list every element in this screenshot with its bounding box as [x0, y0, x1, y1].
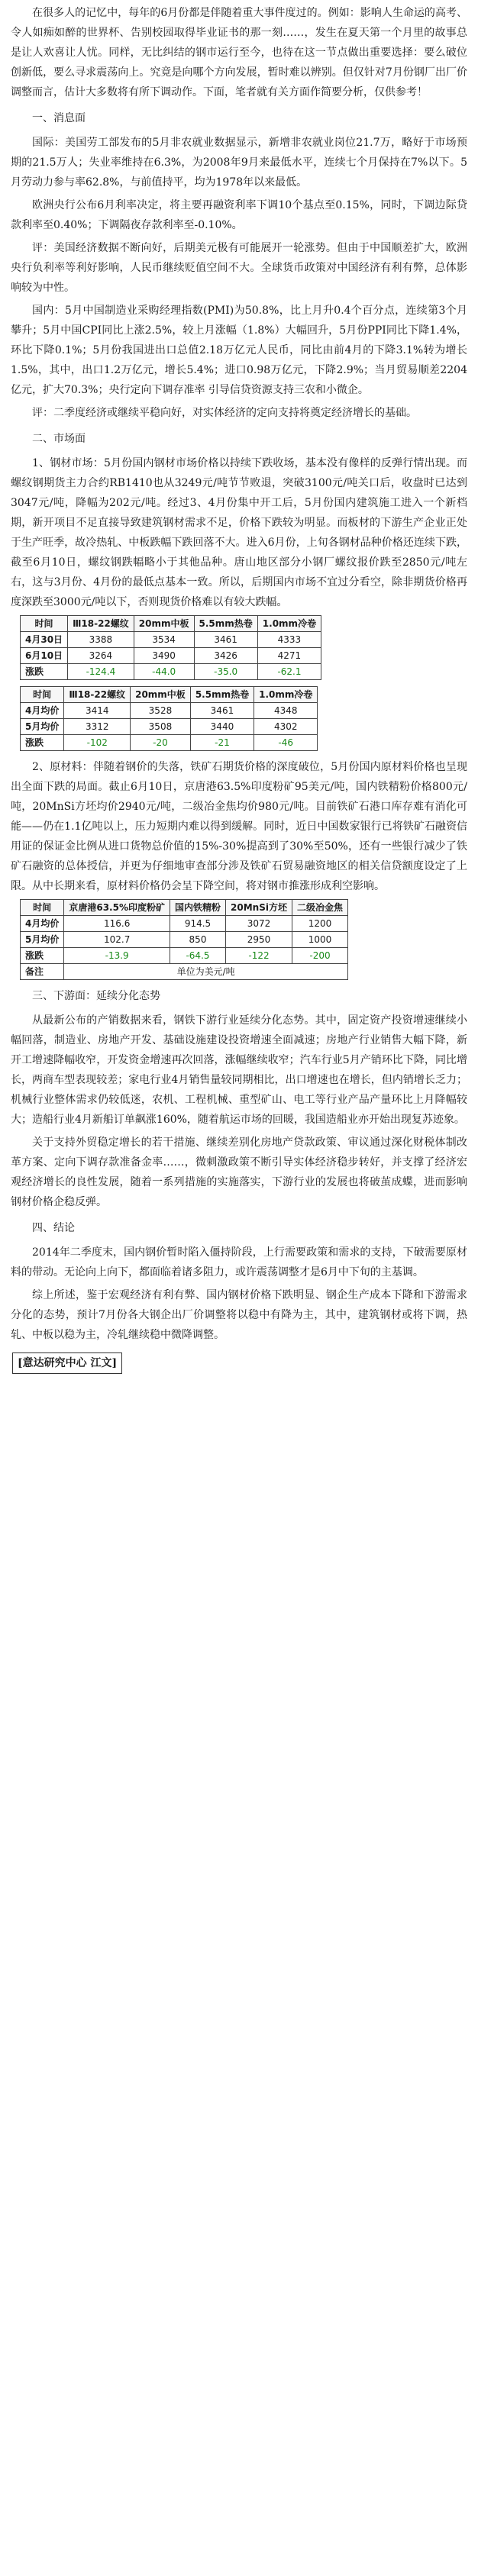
- table-cell: 涨跌: [21, 948, 64, 964]
- table-header-cell: 1.0mm冷卷: [257, 616, 321, 632]
- table-row: [21, 648, 321, 664]
- table-note-row: [21, 964, 348, 980]
- table-cell: 3508: [131, 719, 191, 735]
- section-heading-downstream: 三、下游面：延续分化态势: [32, 990, 160, 1002]
- table-header-cell: 二级冶金焦: [292, 900, 347, 916]
- table-cell: 4333: [257, 632, 321, 648]
- table-cell: 涨跌: [21, 664, 68, 680]
- section-heading-news: 一、消息面: [32, 112, 86, 124]
- table-cell: 4348: [254, 703, 318, 719]
- table-cell: 116.6: [64, 916, 170, 932]
- table-header-cell: 1.0mm冷卷: [254, 687, 318, 703]
- table-cell: 3490: [134, 648, 194, 664]
- section-heading-conclusion: 四、结论: [32, 1222, 75, 1234]
- steel-market-paragraph: 1、钢材市场：5月份国内钢材市场价格以持续下跌收场，基本没有像样的反弹行情出现。而螺纹钢期货主力合约RB1410也从3249元/吨节节败退，突破3100元/吨关口后，收盘时已达到3047元/吨，降幅为202元/吨。经过3、4月份集中开工后，5月份国内建筑施工进入一个新档期，新开项目不足直接导致建筑钢材需求不足，价格下跌较为明显。而板材的下游生产企业正处于生产旺季，故冷热轧、中板跌幅下跌回落不大。进入6月份，上旬各钢材品种价格还连续下跌，截至6月10日，螺纹钢跌幅略小于其他品种。唐山地区部分小钢厂螺纹报价跌至2850元/吨左右，这与3月份、4月份的最低点基本一致。所以，后期国内市场不宜过分看空，除非期货价格再度深跌至3000元/吨以下，否则现货价格难以有较大跌幅。: [11, 457, 467, 608]
- table-cell: 3461: [190, 703, 254, 719]
- table-header-cell: 时间: [21, 616, 68, 632]
- table-cell: 4月均价: [21, 703, 64, 719]
- table-header-row: [21, 900, 348, 916]
- news-domestic: 国内：5月中国制造业采购经理指数(PMI)为50.8%，比上月升0.4个百分点，连续第3个月攀升；5月中国CPI同比上涨2.5%，较上月涨幅（1.8%）大幅回升，5月份PPI同比下降1.4%，环比下降0.1%；5月份我国进出口总值2.18万亿元人民币，同比由前4月的下降3.1%转为增长1.5%，其中，出口1.2万亿元，增长5.4%；进口0.98万亿元，下降2.9%；当月贸易顺差2204亿元，扩大70.3%；央行定向下调存准率 引导信贷资源支持三农和小微企。: [11, 305, 467, 396]
- table-cell: 3461: [194, 632, 257, 648]
- table-cell: 3534: [134, 632, 194, 648]
- table-cell: -13.9: [64, 948, 170, 964]
- table-cell: 914.5: [170, 916, 226, 932]
- table-header-cell: 5.5mm热卷: [194, 616, 257, 632]
- table-header-row: [21, 687, 318, 703]
- table-row: [21, 916, 348, 932]
- table-header-cell: Ⅲ18-22螺纹: [68, 616, 134, 632]
- table-cell: 3312: [64, 719, 131, 735]
- section-heading-market: 二、市场面: [32, 433, 86, 445]
- table-cell: -21: [190, 735, 254, 751]
- table-cell: 102.7: [64, 932, 170, 948]
- table-cell: 涨跌: [21, 735, 64, 751]
- table-cell: 3426: [194, 648, 257, 664]
- table-header-cell: 时间: [21, 900, 64, 916]
- table-header-cell: 时间: [21, 687, 64, 703]
- table-cell: -62.1: [257, 664, 321, 680]
- table-note: 单位为美元/吨: [64, 964, 348, 980]
- table-cell: -46: [254, 735, 318, 751]
- table-cell: -102: [64, 735, 131, 751]
- news-comment-international: 评：美国经济数据不断向好，后期美元极有可能展开一轮涨势。但由于中国顺差扩大，欧洲央行负利率等利好影响，人民币继续贬值空间不大。全球货币政策对中国经济有利有弊，总体影响较为中性。: [11, 242, 467, 294]
- table-header-cell: Ⅲ18-22螺纹: [64, 687, 131, 703]
- raw-material-paragraph: 2、原材料：伴随着钢价的失落，铁矿石期货价格的深度破位，5月份国内原材料价格也呈现出全面下跌的局面。截止6月10日，京唐港63.5%印度粉矿95美元/吨，国内铁精粉价格800元/吨，20MnSi方坯均价2940元/吨，二级冶金焦均价980元/吨。目前铁矿石港口库存难有消化可能——仍在1.1亿吨以上，压力短期内难以得到缓解。同时，近日中国数家银行已将铁矿石融资信用证的保证金比例从进口货物总价值的15%-30%提高到了30%至50%，还有一些银行减少了铁矿石融资的总体授信，并更为仔细地审查部分涉及铁矿石贸易融资地区的相关信贷额度设定了上限。从中长期来看，原材料价格仍会呈下降空间，将对钢市推涨形成利空影响。: [11, 761, 467, 892]
- table-row: [21, 664, 321, 680]
- table-cell: -20: [131, 735, 191, 751]
- table-cell: 1200: [292, 916, 347, 932]
- table-cell: 4月均价: [21, 916, 64, 932]
- news-international: 国际：美国劳工部发布的5月非农就业数据显示，新增非农就业岗位21.7万，略好于市场预期的21.5万人；失业率维持在6.3%，为2008年9月来最低水平，连续七个月保持在7%以下。5月劳动力参与率62.8%，与前值持平，均为1978年以来最低。: [11, 137, 467, 189]
- conclusion-paragraph-1: 2014年二季度末，国内钢价暂时陷入僵持阶段，上行需要政策和需求的支持，下破需要原材料的带动。无论向上向下，都面临着诸多阻力，或许震荡调整才是6月中下旬的主基调。: [11, 1246, 467, 1278]
- steel-price-table-daily: [20, 615, 321, 680]
- table-cell: -124.4: [68, 664, 134, 680]
- table-header-cell: 20mm中板: [134, 616, 194, 632]
- news-ecb: 欧洲央行公布6月利率决定，将主要再融资利率下调10个基点至0.15%，同时，下调边际贷款利率至0.40%；下调隔夜存款利率至-0.10%。: [11, 199, 467, 231]
- table-cell: 5月均价: [21, 932, 64, 948]
- table-cell: -35.0: [194, 664, 257, 680]
- table-cell: 3414: [64, 703, 131, 719]
- table-header-cell: 20MnSi方坯: [226, 900, 292, 916]
- table-cell: 3528: [131, 703, 191, 719]
- table-header-cell: 5.5mm热卷: [190, 687, 254, 703]
- table-cell: 4月30日: [21, 632, 68, 648]
- table-row: [21, 703, 318, 719]
- table-row: [21, 632, 321, 648]
- table-cell: 2950: [226, 932, 292, 948]
- policy-paragraph: 关于支持外贸稳定增长的若干措施、继续差别化房地产贷款政策、审议通过深化财税体制改革方案、定向下调存款准备金率……，微刺激政策不断引导实体经济稳步转好，并支撑了经济宏观经济增长的良性发展，随着一系列措施的实施落实，下游行业的发展也将破茧成蝶，进而影响钢材价格企稳反弹。: [11, 1136, 467, 1208]
- table-cell: -122: [226, 948, 292, 964]
- table-cell: 3440: [190, 719, 254, 735]
- table-cell: 5月均价: [21, 719, 64, 735]
- table-cell: 1000: [292, 932, 347, 948]
- table-header-cell: 20mm中板: [131, 687, 191, 703]
- raw-material-price-table: [20, 899, 348, 980]
- news-comment-domestic: 评：二季度经济或继续平稳向好，对实体经济的定向支持将奠定经济增长的基础。: [32, 407, 417, 419]
- table-cell: -64.5: [170, 948, 226, 964]
- table-cell: 850: [170, 932, 226, 948]
- table-cell: 3072: [226, 916, 292, 932]
- table-row: [21, 932, 348, 948]
- table-header-cell: 国内铁精粉: [170, 900, 226, 916]
- table-row: [21, 719, 318, 735]
- table-note-label: 备注: [21, 964, 64, 980]
- table-cell: -200: [292, 948, 347, 964]
- table-cell: 3264: [68, 648, 134, 664]
- table-cell: 6月10日: [21, 648, 68, 664]
- table-cell: 3388: [68, 632, 134, 648]
- table-row: [21, 735, 318, 751]
- conclusion-paragraph-2: 综上所述，鉴于宏观经济有利有弊、国内钢材价格下跌明显、钢企生产成本下降和下游需求分化的态势，预计7月份各大钢企出厂价调整将以稳中有降为主，其中，建筑钢材或将下调，热轧、中板以稳为主，冷轧继续稳中微降调整。: [11, 1289, 467, 1341]
- intro-paragraph: 在很多人的记忆中，每年的6月份都是伴随着重大事件度过的。例如：影响人生命运的高考、令人如痴如醉的世界杯、告别校园取得毕业证书的那一刻……，发生在夏天第一个月里的故事总是让人欢喜让人忧。同样，无比纠结的钢市运行至今，也待在这一节点做出重要选择：要么破位创新低，要么寻求震荡向上。究竟是向哪个方向发展，暂时难以辨别。但仅针对7月份钢厂出厂价调整而言，估计大多数将有所下调动作。下面，笔者就有关方面作简要分析，仅供参考！: [11, 7, 467, 98]
- table-cell: -44.0: [134, 664, 194, 680]
- table-header-row: [21, 616, 321, 632]
- table-header-cell: 京唐港63.5%印度粉矿: [64, 900, 170, 916]
- table-cell: 4271: [257, 648, 321, 664]
- table-row: [21, 948, 348, 964]
- downstream-paragraph: 从最新公布的产销数据来看，钢铁下游行业延续分化态势。其中，固定资产投资增速继续小幅回落，制造业、房地产开发、基础设施建设投资增速全面减速；房地产行业销售大幅下降，新开工增速降幅收窄，开发资金增速再次回落，涨幅继续收窄；汽车行业5月产销环比下降，同比增长，两商车型表现较差；家电行业4月销售量较同期相比，出口增速也在增长，但内销增长乏力；机械行业整体需求仍较低迷，农机、工程机械、重型矿山、电工等行业产品产量环比上月降幅较大；造船行业4月新船订单飙涨160%，随着航运市场的回暖，我国造船业亦开始出现复苏迹象。: [11, 1014, 467, 1126]
- table-cell: 4302: [254, 719, 318, 735]
- steel-price-table-monthly: [20, 686, 318, 751]
- author-signature: [意达研究中心 江文]: [12, 1352, 122, 1374]
